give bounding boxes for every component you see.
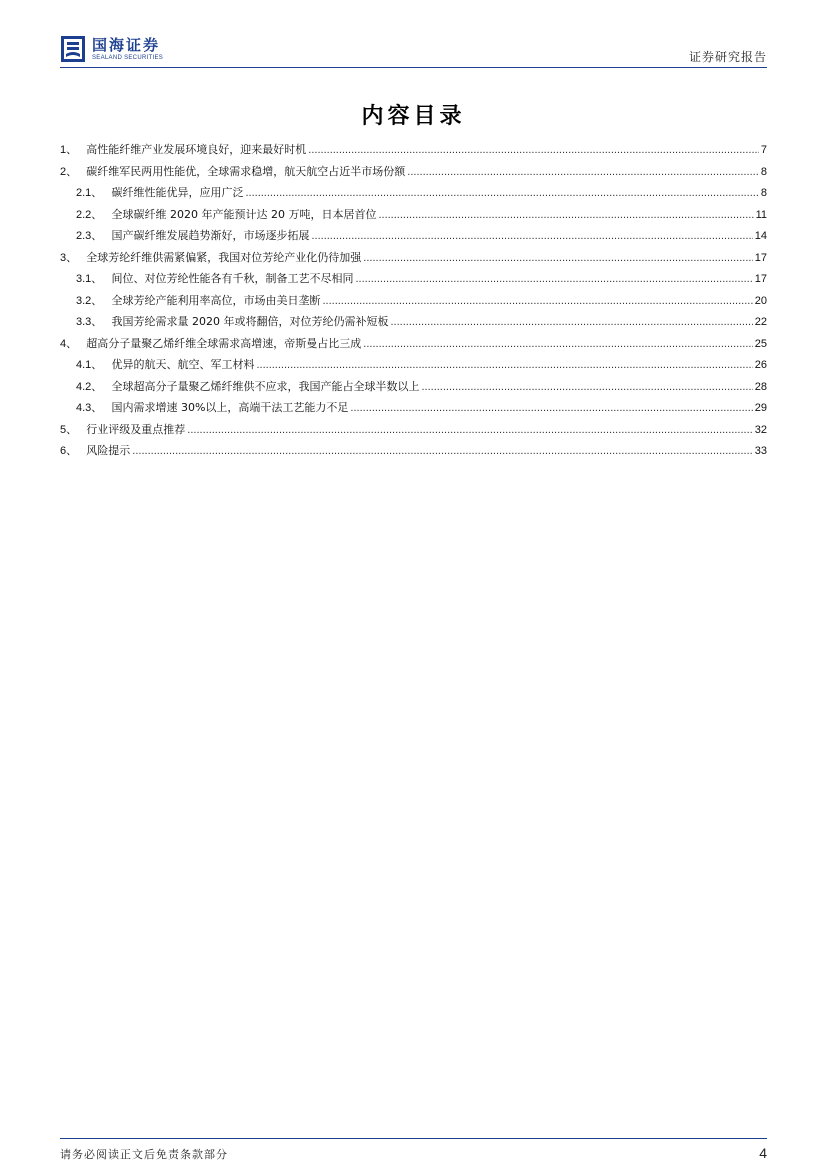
toc-entry-title: 国内需求增速 30%以上，高端干法工艺能力不足 [111, 401, 349, 414]
toc-entry-title: 碳纤维性能优异，应用广泛 [111, 186, 244, 199]
footer-divider [60, 1138, 767, 1139]
toc-leader-dots [245, 187, 758, 199]
toc-entry-title: 我国芳纶需求量 2020 年或将翻倍，对位芳纶仍需补短板 [111, 315, 389, 328]
toc-subsection-entry[interactable] [60, 313, 767, 335]
toc-entry-number: 6、 [60, 445, 78, 457]
toc-entry-number: 2.1、 [76, 187, 103, 199]
toc-leader-dots [311, 230, 752, 242]
toc-entry-page: 25 [754, 337, 767, 350]
toc-entry-number: 2.2、 [76, 208, 103, 221]
toc-entry-page: 17 [754, 273, 767, 285]
toc-entry-number: 3、 [60, 251, 78, 264]
toc-entry-page: 8 [760, 165, 767, 178]
header-divider [60, 67, 767, 68]
toc-entry-page: 22 [754, 316, 767, 328]
toc-section-entry[interactable] [60, 442, 767, 464]
toc-entry-title: 超高分子量聚乙烯纤维全球需求高增速，帝斯曼占比三成 [86, 336, 362, 350]
toc-entry-title: 高性能纤维产业发展环境良好，迎来最好时机 [86, 143, 307, 156]
toc-leader-dots [322, 295, 752, 307]
page-header [60, 32, 767, 70]
toc-section-entry[interactable] [60, 249, 767, 271]
toc-entry-page: 28 [754, 380, 767, 393]
toc-entry-page: 20 [754, 294, 767, 307]
toc-section-entry[interactable] [60, 335, 767, 357]
toc-leader-dots [363, 338, 752, 350]
toc-section-entry[interactable] [60, 421, 767, 443]
toc-subsection-entry[interactable] [60, 270, 767, 292]
toc-leader-dots [363, 252, 752, 264]
toc-entry-title: 优异的航天、航空、军工材料 [111, 358, 255, 371]
toc-entry-page: 7 [760, 144, 767, 156]
toc-leader-dots [256, 359, 752, 371]
company-logo [60, 32, 163, 66]
logo-chinese-name: 国海证券 [92, 35, 161, 54]
toc-entry-page: 26 [754, 359, 767, 371]
toc-leader-dots [378, 209, 753, 221]
toc-leader-dots [421, 381, 752, 393]
toc-entry-page: 32 [754, 423, 767, 436]
toc-entry-page: 14 [754, 230, 767, 242]
toc-entry-title: 间位、对位芳纶性能各有千秋，制备工艺不尽相同 [111, 272, 354, 285]
toc-entry-page: 33 [754, 445, 767, 457]
toc-entry-number: 2、 [60, 165, 78, 178]
page-number: 4 [759, 1145, 767, 1161]
toc-leader-dots [308, 144, 759, 156]
toc-entry-number: 3.1、 [76, 273, 103, 285]
toc-leader-dots [132, 445, 752, 457]
toc-entry-number: 4、 [60, 337, 78, 350]
toc-leader-dots [350, 402, 752, 414]
toc-section-entry[interactable] [60, 163, 767, 185]
toc-section-entry[interactable] [60, 141, 767, 163]
toc-entry-title: 行业评级及重点推荐 [86, 422, 186, 436]
toc-entry-title: 全球芳纶纤维供需紧偏紧，我国对位芳纶产业化仍待加强 [86, 250, 362, 264]
toc-leader-dots [187, 424, 752, 436]
toc-entry-title: 全球碳纤维 2020 年产能预计达 20 万吨，日本居首位 [111, 207, 377, 221]
toc-entry-title: 全球芳纶产能利用率高位，市场由美日垄断 [111, 293, 321, 307]
disclaimer-text: 请务必阅读正文后免责条款部分 [60, 1148, 228, 1161]
toc-subsection-entry[interactable] [60, 356, 767, 378]
toc-entry-title: 碳纤维军民两用性能优，全球需求稳增，航天航空占近半市场份额 [86, 164, 406, 178]
toc-entry-number: 1、 [60, 144, 78, 156]
toc-entry-number: 3.2、 [76, 294, 103, 307]
toc-entry-title: 国产碳纤维发展趋势渐好，市场逐步拓展 [111, 229, 310, 242]
toc-entry-number: 5、 [60, 423, 78, 436]
sealand-logo-icon [60, 35, 86, 63]
toc-entry-number: 4.2、 [76, 380, 103, 393]
toc-subsection-entry[interactable] [60, 227, 767, 249]
logo-english-name: SEALAND SECURITIES [92, 54, 164, 61]
toc-subsection-entry[interactable] [60, 292, 767, 314]
toc-entry-page: 29 [754, 402, 767, 414]
toc-subsection-entry[interactable] [60, 206, 767, 228]
toc-entry-title: 风险提示 [86, 444, 131, 457]
toc-subsection-entry[interactable] [60, 399, 767, 421]
toc-entry-title: 全球超高分子量聚乙烯纤维供不应求，我国产能占全球半数以上 [111, 379, 420, 393]
toc-entry-page: 11 [755, 208, 767, 221]
toc-entry-number: 3.3、 [76, 316, 103, 328]
toc-entry-number: 2.3、 [76, 230, 103, 242]
report-type-label: 证券研究报告 [688, 50, 767, 64]
toc-entry-page: 8 [760, 187, 767, 199]
toc-entry-number: 4.3、 [76, 402, 103, 414]
toc-entry-number: 4.1、 [76, 359, 103, 371]
toc-entry-page: 17 [754, 251, 767, 264]
toc-leader-dots [355, 273, 752, 285]
toc-heading: 内容目录 [361, 104, 466, 129]
toc-leader-dots [407, 166, 759, 178]
toc-leader-dots [390, 316, 752, 328]
toc-subsection-entry[interactable] [60, 184, 767, 206]
toc-subsection-entry[interactable] [60, 378, 767, 400]
table-of-contents [60, 141, 767, 464]
